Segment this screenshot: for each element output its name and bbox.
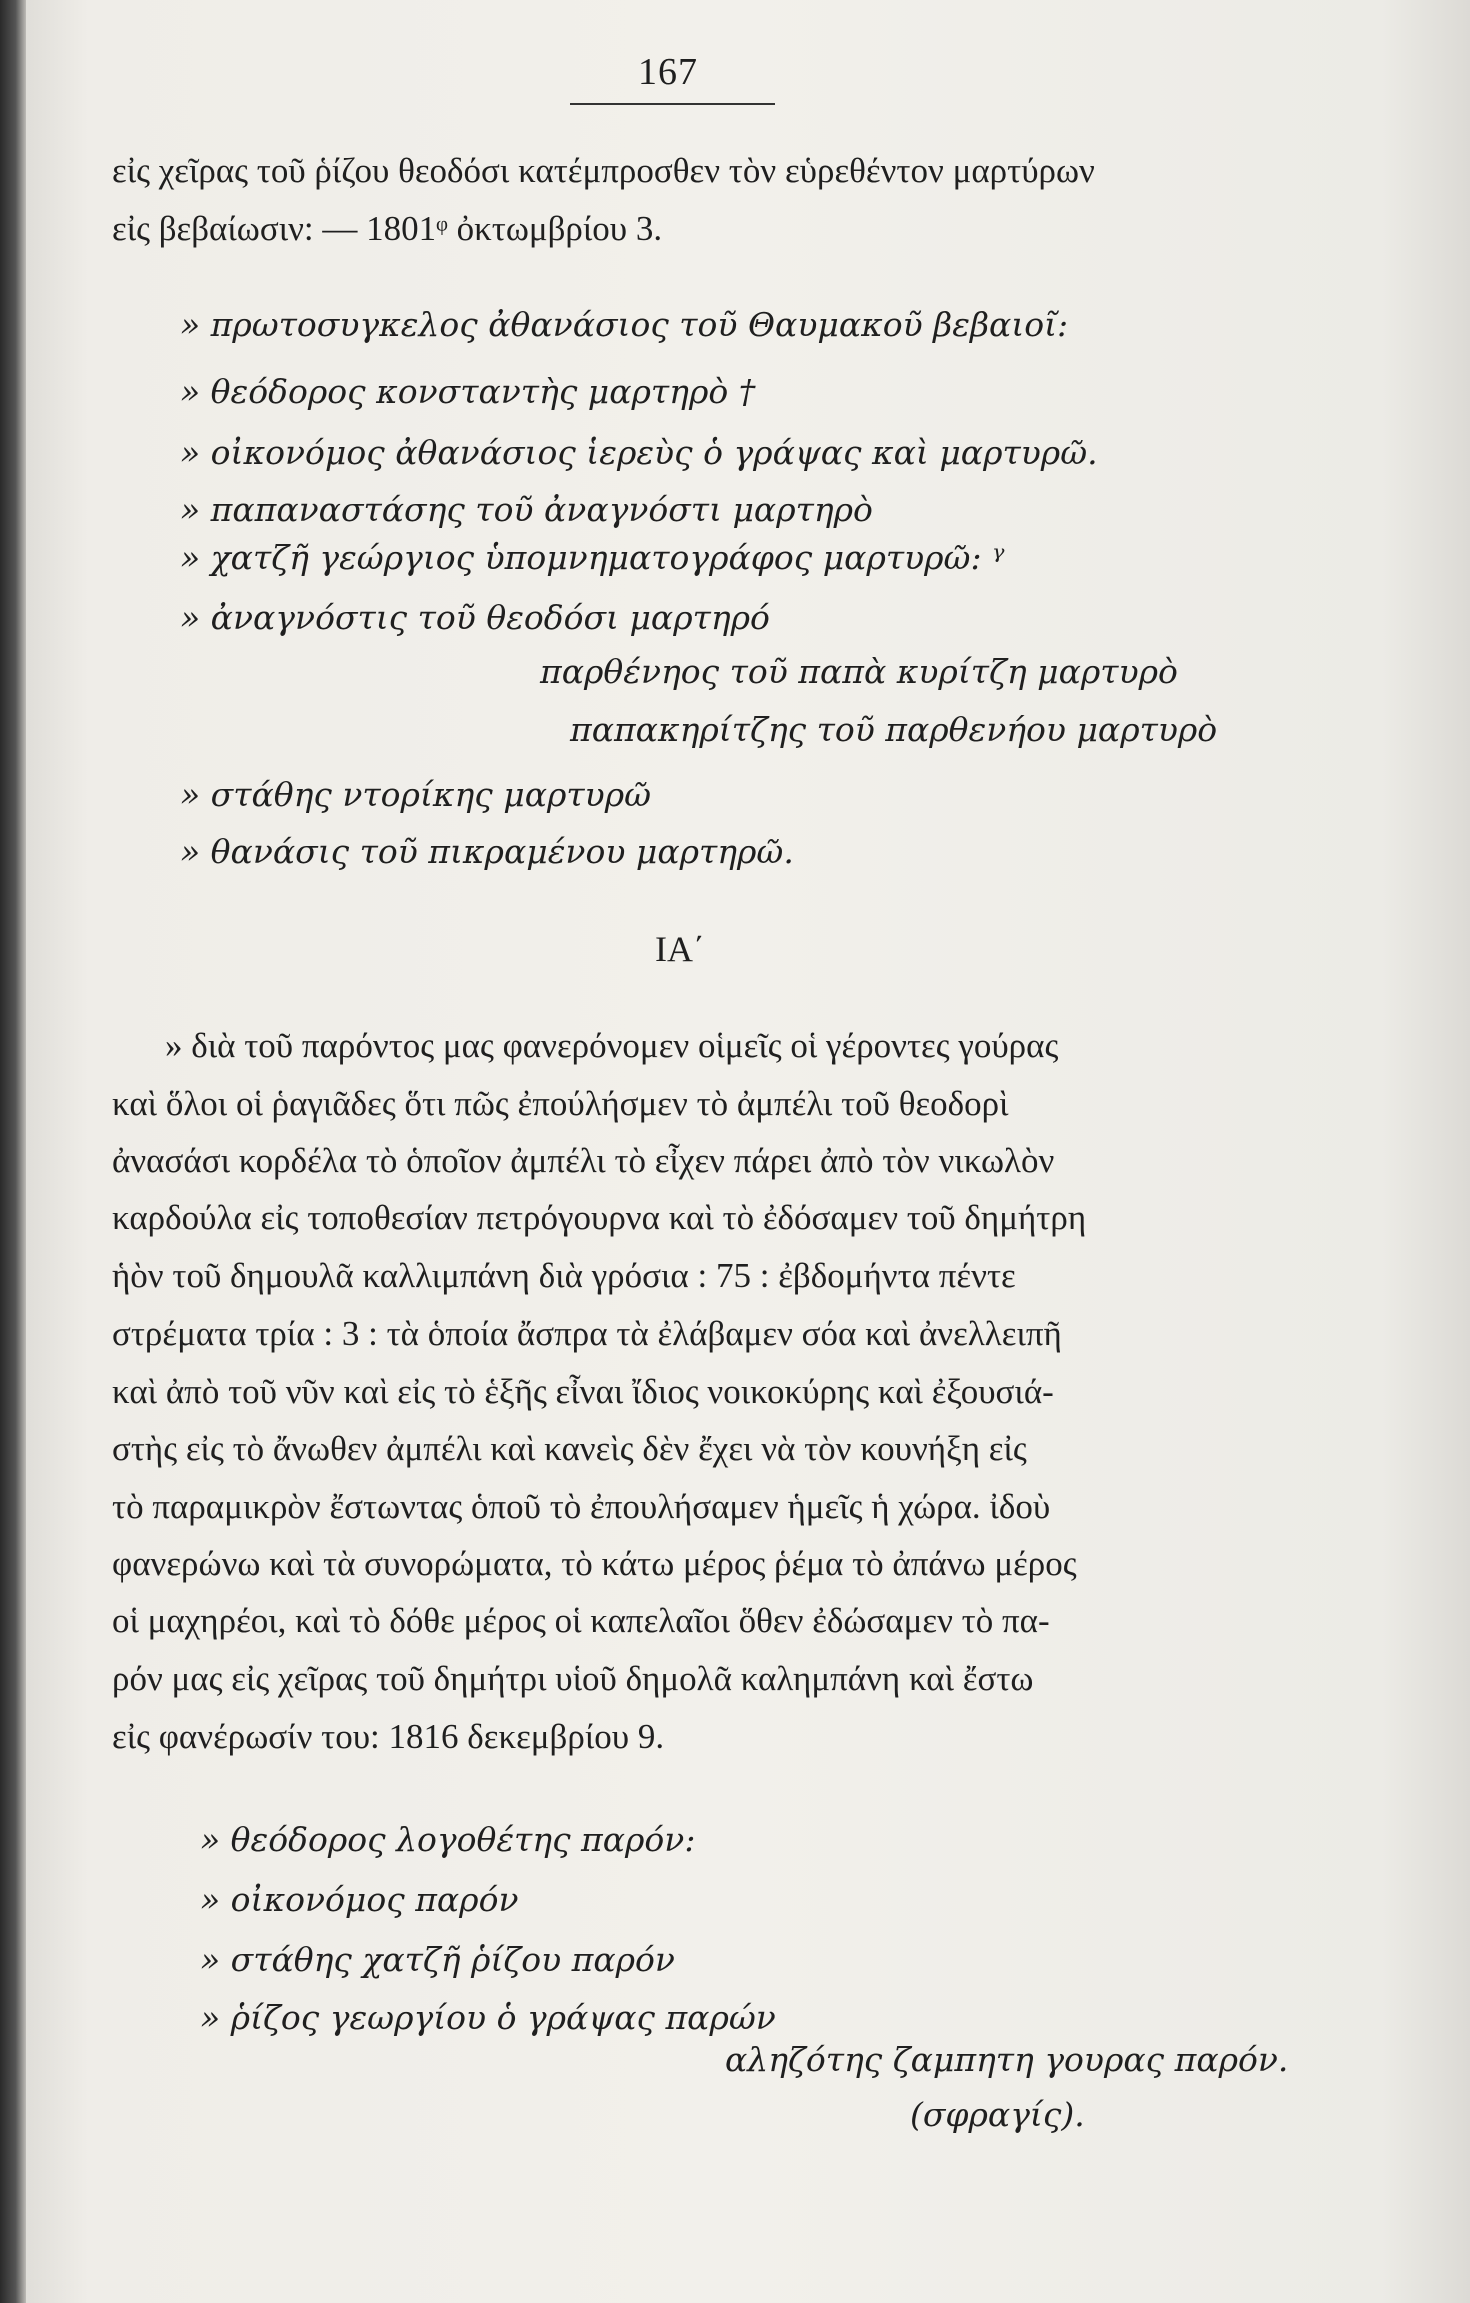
page-number-rule bbox=[570, 103, 775, 105]
prose-line: στὴς εἰς τὸ ἄνωθεν ἀμπέλι καὶ κανεὶς δὲν ἔχει νὰ τὸν κουνήξη εἰς bbox=[112, 1429, 1027, 1468]
signature-line: » παπαναστάσης τοῦ ἀναγνόστι μαρτηρὸ bbox=[180, 490, 873, 529]
prose-line: φανερώνω καὶ τὰ συνορώματα, τὸ κάτω μέρος ῥέμα τὸ ἀπάνω μέρος bbox=[112, 1544, 1077, 1583]
signature-line: » στάθης ντορίκης μαρτυρῶ bbox=[180, 775, 652, 814]
prose-line: εἰς βεβαίωσιν: — 1801ᵠ ὀκτωμβρίου 3. bbox=[112, 209, 663, 248]
signature-line: παρθένηος τοῦ παπὰ κυρίτζη μαρτυρὸ bbox=[540, 652, 1178, 691]
prose-line: ἀνασάσι κορδέλα τὸ ὁποῖον ἀμπέλι τὸ εἶχεν πάρει ἀπὸ τὸν νικωλὸν bbox=[112, 1141, 1055, 1180]
prose-line: καὶ ἀπὸ τοῦ νῦν καὶ εἰς τὸ ἑξῆς εἶναι ἴδιος νοικοκύρης καὶ ἐξουσιά- bbox=[112, 1372, 1054, 1411]
prose-line: καρδούλα εἰς τοποθεσίαν πετρόγουρνα καὶ τὸ ἐδόσαμεν τοῦ δημήτρη bbox=[112, 1198, 1087, 1237]
signature-line: » θεόδορος λογοθέτης παρόν: bbox=[200, 1820, 696, 1859]
prose-line: » διὰ τοῦ παρόντος μας φανερόνομεν οἱμεῖς οἱ γέροντες γούρας bbox=[165, 1026, 1059, 1065]
signature-line: » στάθης χατζῆ ῥίζου παρόν bbox=[200, 1940, 675, 1979]
prose-line: τὸ παραμικρὸν ἔστωντας ὁποῦ τὸ ἐπουλήσαμεν ἡμεῖς ἡ χώρα. ἰδοὺ bbox=[112, 1487, 1051, 1526]
section-heading: ΙΑ΄ bbox=[655, 929, 705, 969]
page-number: 167 bbox=[638, 51, 698, 93]
signature-line: αληζότης ζαμπητη γουρας παρόν. bbox=[725, 2040, 1289, 2079]
signature-line: » οἰκονόμος ἀθανάσιος ἱερεὺς ὁ γράψας καὶ μαρτυρῶ. bbox=[180, 433, 1098, 472]
seal-note: (σφραγίς). bbox=[910, 2095, 1085, 2134]
prose-line: εἰς φανέρωσίν του: 1816 δεκεμβρίου 9. bbox=[112, 1717, 665, 1756]
prose-line: στρέματα τρία : 3 : τὰ ὁποία ἄσπρα τὰ ἐλάβαμεν σόα καὶ ἀνελλειπῆ bbox=[112, 1314, 1062, 1353]
prose-line: εἰς χεῖρας τοῦ ῥίζου θεοδόσι κατέμπροσθεν τὸν εὑρεθέντον μαρτύρων bbox=[112, 151, 1095, 190]
signature-line: » θεόδορος κονσταντὴς μαρτηρὸ † bbox=[180, 372, 756, 411]
prose-line: ρόν μας εἰς χεῖρας τοῦ δημήτρι υἱοῦ δημολᾶ καλημπάνη καὶ ἔστω bbox=[112, 1659, 1034, 1698]
signature-line: » ἀναγνόστις τοῦ θεοδόσι μαρτηρό bbox=[180, 598, 770, 637]
prose-line: καὶ ὅλοι οἱ ῥαγιᾶδες ὅτι πῶς ἐπούλήσμεν τὸ ἀμπέλι τοῦ θεοδορὶ bbox=[112, 1084, 1009, 1123]
signature-line: » θανάσις τοῦ πικραμένου μαρτηρῶ. bbox=[180, 832, 794, 871]
signature-line: » χατζῆ γεώργιος ὑπομνηματογράφος μαρτυρῶ: ᵞ bbox=[180, 538, 1005, 577]
book-gutter bbox=[0, 0, 26, 2303]
signature-line: » ῥίζος γεωργίου ὁ γράψας παρών bbox=[200, 1998, 776, 2037]
signature-line: » οἰκονόμος παρόν bbox=[200, 1880, 519, 1919]
prose-line: ἡὸν τοῦ δημουλᾶ καλλιμπάνη διὰ γρόσια : 75 : ἐβδομήντα πέντε bbox=[112, 1256, 1016, 1295]
prose-line: οἱ μαχηρέοι, καὶ τὸ δόθε μέρος οἱ καπελαῖοι ὅθεν ἐδώσαμεν τὸ πα- bbox=[112, 1601, 1050, 1640]
signature-line: » πρωτοσυγκελος ἀθανάσιος τοῦ Θαυμακοῦ βεβαιοῖ: bbox=[180, 305, 1069, 344]
signature-line: παπακηρίτζης τοῦ παρθενήου μαρτυρὸ bbox=[570, 710, 1218, 749]
